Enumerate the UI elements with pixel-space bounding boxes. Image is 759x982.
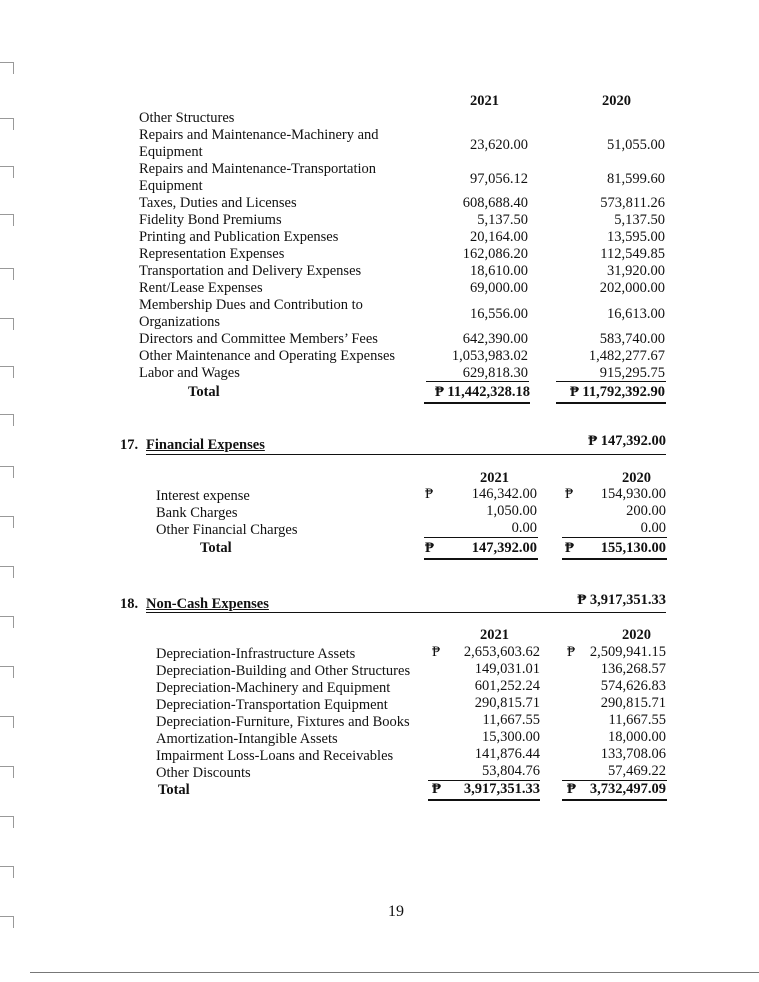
row-value-2021: 601,252.24 (474, 678, 540, 694)
row-label: Bank Charges (156, 505, 238, 521)
peso-sign: ₱ (567, 781, 576, 797)
total-2020: ₱ 11,792,392.90 (569, 384, 665, 400)
peso-sign: ₱ (432, 644, 441, 660)
row-label: Repairs and Maintenance-Transportation Equipment (139, 161, 377, 194)
col-header-2020: 2020 (622, 627, 651, 643)
row-value-2021: 149,031.01 (474, 661, 540, 677)
row-label: Depreciation-Transportation Equipment (156, 697, 388, 713)
total-double-rule (562, 799, 667, 801)
row-label: Membership Dues and Contribution to Organizations (139, 297, 363, 330)
row-value-2020: 200.00 (626, 503, 666, 519)
peso-sign: ₱ (425, 540, 434, 556)
col-header-2021: 2021 (470, 93, 499, 109)
row-value-2020: 57,469.22 (608, 763, 666, 779)
row-value-2020: 112,549.85 (600, 246, 665, 262)
row-label: Taxes, Duties and Licenses (139, 195, 297, 211)
row-label: Other Maintenance and Operating Expenses (139, 348, 396, 364)
row-label: Labor and Wages (139, 365, 240, 381)
row-label: Depreciation-Machinery and Equipment (156, 680, 391, 696)
row-label: Transportation and Delivery Expenses (139, 263, 362, 279)
section-title: Financial Expenses (146, 437, 265, 453)
col-header-2020: 2020 (622, 470, 651, 486)
row-value-2021: 290,815.71 (474, 695, 540, 711)
col-header-2021: 2021 (480, 470, 509, 486)
row-value-2020: 154,930.00 (600, 486, 666, 502)
row-value-2021: 2,653,603.62 (463, 644, 540, 660)
row-value-2020: 51,055.00 (607, 137, 665, 153)
row-label: Other Financial Charges (156, 522, 298, 538)
total-double-rule (424, 402, 530, 404)
row-label: Repairs and Maintenance-Machinery and Equipment (139, 127, 379, 160)
row-value-2020: 290,815.71 (600, 695, 666, 711)
col-header-2020: 2020 (602, 93, 631, 109)
page-number: 19 (388, 903, 404, 920)
row-value-2020: 18,000.00 (608, 729, 666, 745)
row-value-2020: 202,000.00 (599, 280, 665, 296)
row-value-2020: 81,599.60 (607, 171, 665, 187)
row-value-2021: 23,620.00 (470, 137, 528, 153)
section-number: 18. (120, 596, 139, 612)
row-label: Representation Expenses (139, 246, 285, 262)
peso-sign: ₱ (565, 486, 574, 502)
row-value-2021: 629,818.30 (462, 365, 528, 381)
row-value-2020: 5,137.50 (614, 212, 665, 228)
row-value-2021: 1,053,983.02 (451, 348, 528, 364)
row-value-2021: 608,688.40 (462, 195, 528, 211)
row-value-2021: 16,556.00 (470, 306, 528, 322)
subtotal-rule (556, 381, 666, 382)
section-amount: ₱ 3,917,351.33 (577, 592, 666, 608)
row-value-2020: 574,626.83 (600, 678, 666, 694)
section-rule (146, 612, 666, 613)
total-double-rule (424, 558, 538, 560)
row-value-2020: 136,268.57 (600, 661, 666, 677)
row-label: Other Structures (139, 110, 235, 126)
row-value-2021: 11,667.55 (482, 712, 540, 728)
section-amount: ₱ 147,392.00 (588, 433, 666, 449)
peso-sign: ₱ (425, 486, 434, 502)
row-label: Other Discounts (156, 765, 251, 781)
row-label: Directors and Committee Members’ Fees (139, 331, 378, 347)
row-value-2021: 15,300.00 (482, 729, 540, 745)
row-value-2021: 642,390.00 (462, 331, 528, 347)
subtotal-rule (426, 381, 529, 382)
total-double-rule (556, 402, 666, 404)
section-title: Non-Cash Expenses (146, 596, 269, 612)
row-value-2021: 97,056.12 (470, 171, 528, 187)
total-2020: 155,130.00 (600, 540, 666, 556)
row-value-2020: 133,708.06 (600, 746, 666, 762)
row-value-2021: 0.00 (511, 520, 537, 536)
row-label: Printing and Publication Expenses (139, 229, 339, 245)
row-label: Amortization-Intangible Assets (156, 731, 338, 747)
row-label: Impairment Loss-Loans and Receivables (156, 748, 394, 764)
total-label: Total (158, 782, 190, 798)
row-value-2020: 11,667.55 (608, 712, 666, 728)
section-rule (146, 454, 666, 455)
row-value-2021: 141,876.44 (474, 746, 540, 762)
row-value-2021: 18,610.00 (470, 263, 528, 279)
total-double-rule (428, 799, 540, 801)
row-value-2020: 915,295.75 (599, 365, 665, 381)
row-value-2021: 53,804.76 (482, 763, 540, 779)
peso-sign: ₱ (565, 540, 574, 556)
row-value-2021: 20,164.00 (470, 229, 528, 245)
row-value-2021: 146,342.00 (471, 486, 537, 502)
section-number: 17. (120, 437, 139, 453)
row-label: Depreciation-Infrastructure Assets (156, 646, 356, 662)
row-label: Interest expense (156, 488, 250, 504)
row-value-2020: 16,613.00 (607, 306, 665, 322)
row-value-2020: 583,740.00 (599, 331, 665, 347)
col-header-2021: 2021 (480, 627, 509, 643)
row-value-2020: 31,920.00 (607, 263, 665, 279)
row-value-2021: 69,000.00 (470, 280, 528, 296)
row-value-2021: 5,137.50 (477, 212, 528, 228)
scan-edge-line (30, 972, 759, 973)
row-label: Depreciation-Furniture, Fixtures and Books (156, 714, 410, 730)
row-value-2020: 1,482,277.67 (588, 348, 665, 364)
row-value-2021: 162,086.20 (462, 246, 528, 262)
total-double-rule (562, 558, 667, 560)
row-label: Rent/Lease Expenses (139, 280, 263, 296)
total-2021: 3,917,351.33 (463, 781, 540, 797)
total-2020: 3,732,497.09 (589, 781, 666, 797)
row-value-2020: 0.00 (640, 520, 666, 536)
total-2021: ₱ 11,442,328.18 (434, 384, 530, 400)
total-label: Total (188, 384, 220, 400)
peso-sign: ₱ (432, 781, 441, 797)
peso-sign: ₱ (567, 644, 576, 660)
row-value-2020: 573,811.26 (600, 195, 665, 211)
subtotal-rule (424, 537, 538, 538)
row-value-2020: 2,509,941.15 (589, 644, 666, 660)
row-value-2020: 13,595.00 (607, 229, 665, 245)
total-2021: 147,392.00 (471, 540, 537, 556)
row-value-2021: 1,050.00 (486, 503, 537, 519)
total-label: Total (200, 540, 232, 556)
row-label: Fidelity Bond Premiums (139, 212, 282, 228)
row-label: Depreciation-Building and Other Structures (156, 663, 411, 679)
subtotal-rule (562, 537, 667, 538)
